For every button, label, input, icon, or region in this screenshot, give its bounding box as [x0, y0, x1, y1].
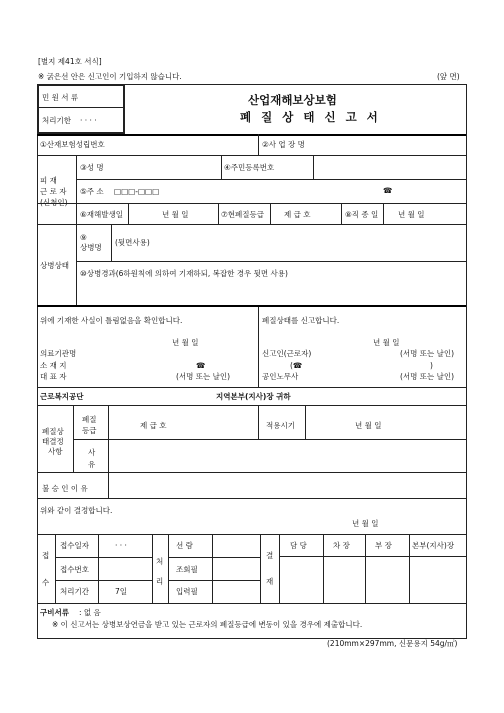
deadline-value: 7일 [115, 587, 128, 596]
confirm-right-date: 년 월 일 [373, 338, 400, 347]
phone-icon: ☎ [383, 186, 393, 195]
stop-date-value: 년 월 일 [398, 210, 425, 219]
received-no-label: 접수번호 [60, 565, 89, 574]
form-number: [별지 제41호 서식] [38, 57, 102, 66]
decision-group-3: 사항 [48, 447, 63, 456]
received-date-label: 접수일자 [60, 541, 89, 550]
paper-spec: (210mm×297mm, 신문용지 54g/㎡) [327, 639, 458, 648]
phone-icon: (☎ [290, 361, 303, 370]
divider [37, 107, 123, 108]
select-label: 선 람 [176, 541, 193, 550]
confirm-left-title: 위에 기재한 사실이 틀림없음을 확인합니다. [40, 316, 183, 325]
reporter-sign: (서명 또는 날인) [400, 349, 455, 358]
grade-label-2: 등급 [82, 426, 97, 435]
divider [76, 224, 77, 305]
decision-group-2: 태결정 [42, 437, 64, 446]
divider [168, 557, 260, 558]
divider [73, 439, 466, 440]
divider [258, 307, 259, 387]
docs-label: 구비서류 [40, 608, 69, 617]
divider [37, 603, 466, 604]
worker-group-1: 피 재 [40, 176, 57, 185]
divider [279, 534, 280, 603]
page-side: (앞 면) [437, 72, 460, 81]
mgmt-no-label: ①산재보험성립번호 [40, 140, 105, 149]
chief-label: 차 장 [333, 541, 350, 550]
reason-label-2: 유 [88, 460, 96, 469]
divider [37, 134, 466, 136]
rep-sign: (서명 또는 날인) [176, 372, 231, 381]
divider [98, 534, 99, 603]
divider [76, 261, 466, 262]
apply-label: 적용시기 [266, 421, 295, 430]
decision-grade-value: 제 급 호 [140, 421, 167, 430]
location-label: 소 재 지 [40, 361, 67, 370]
deadline-label: 처리기한 [42, 116, 71, 125]
workplace-label: ②사 업 장 명 [262, 140, 305, 149]
divider [279, 556, 466, 557]
divider [409, 534, 410, 603]
input-label: 입력필 [176, 587, 198, 596]
progress-label: ⑩상병경과(6하원칙에 의하여 기재하되, 복잡한 경우 뒷면 사용) [80, 269, 288, 278]
rep-label: 대 표 자 [40, 372, 67, 381]
divider [37, 534, 466, 535]
divider [37, 472, 466, 473]
confirm-right-title: 폐질상태를 신고합니다. [262, 316, 340, 325]
divider [152, 534, 153, 603]
result-text: 위와 같이 결정합니다. [40, 506, 113, 515]
result-date: 년 월 일 [352, 519, 379, 528]
divider [218, 203, 219, 224]
charge-label: 담 당 [290, 541, 307, 550]
divider [323, 534, 324, 603]
divider [313, 155, 314, 179]
condition-label: 상병상태 [40, 261, 69, 270]
agency-branch: 지역본부(지사)장 귀하 [216, 392, 291, 401]
grade-value: 제 급 호 [284, 210, 311, 219]
receipt-group-1: 접 [42, 551, 50, 560]
divider [365, 534, 366, 603]
divider [108, 472, 109, 498]
divider [305, 405, 306, 439]
agent-label: 공인노무사 [262, 372, 299, 381]
title-line-2: 폐 질 상 태 신 고 서 [240, 110, 381, 124]
divider [37, 498, 466, 499]
disease-label-1: ⑨ [80, 233, 87, 242]
accident-date-value: 년 월 일 [162, 210, 189, 219]
decision-group-1: 폐질상 [42, 427, 64, 436]
civil-label: 민 원 서 류 [42, 93, 79, 102]
divider [37, 203, 466, 204]
divider [168, 534, 169, 603]
divider [221, 155, 222, 179]
deadline-value: · · · · [80, 116, 97, 125]
disease-value: (뒷면사용) [115, 238, 150, 247]
agent-sign: (서명 또는 날인) [400, 372, 455, 381]
accident-date-label: ⑥재해발생일 [80, 210, 123, 219]
footer-note: ※ 이 신고서는 상병보상연금을 받고 있는 근로자의 폐질등급에 변동이 있을 경우에 제출합니다. [52, 620, 363, 629]
phone-icon: ☎ [196, 361, 206, 370]
deadline-label: 처리기간 [60, 587, 89, 596]
divider [383, 203, 384, 224]
proc-label-1: 처 [156, 557, 164, 566]
divider [76, 179, 466, 180]
divider [37, 405, 466, 406]
address-value: □□□-□□□ [114, 187, 160, 196]
divider [260, 534, 261, 603]
proc-label-2: 리 [156, 577, 164, 586]
title-line-1: 산업재해보상보험 [248, 93, 337, 107]
grade-label-1: 폐질 [82, 415, 97, 424]
divider [212, 534, 213, 603]
medical-label: 의료기관명 [40, 349, 77, 358]
disease-label-2: 상병명 [80, 243, 102, 252]
divider [258, 134, 259, 155]
head-label: 부 장 [375, 541, 392, 550]
apply-value: 년 월 일 [355, 421, 382, 430]
director-label: 본부(지사)장 [412, 541, 455, 550]
divider [37, 305, 466, 307]
divider [341, 203, 342, 224]
reason-label-1: 사 [88, 448, 96, 457]
header-note: ※ 굵은선 안은 신고인이 기입하지 않습니다. [38, 72, 182, 81]
grade-label: ⑦현폐질등급 [221, 210, 264, 219]
address-label: ⑤주 소 [80, 187, 104, 196]
confirm-left-date: 년 월 일 [172, 338, 199, 347]
divider [258, 405, 259, 439]
rrn-label: ④주민등록번호 [224, 163, 275, 172]
divider [128, 203, 129, 224]
paren-close: ) [430, 361, 433, 370]
worker-group-2: 근 로 자 [40, 187, 67, 196]
reject-label: 불 승 인 이 유 [42, 484, 88, 493]
reporter-label: 신고인(근로자) [262, 349, 312, 358]
divider [111, 224, 112, 261]
divider [37, 155, 466, 156]
approve-label-2: 재 [266, 577, 274, 586]
divider [37, 387, 466, 388]
divider [37, 224, 466, 225]
divider [55, 534, 56, 603]
civil-box [37, 84, 125, 134]
name-label: ③성 명 [80, 163, 104, 172]
divider [270, 203, 271, 224]
stop-date-label: ⑧직 종 일 [345, 210, 379, 219]
divider [76, 203, 77, 224]
docs-value: : 없 음 [79, 608, 101, 617]
divider [168, 580, 260, 581]
approve-label-1: 결 [266, 551, 274, 560]
receipt-group-2: 수 [42, 578, 50, 587]
divider [55, 557, 152, 558]
received-date-value: · · · [115, 541, 127, 550]
lookup-label: 조회필 [176, 565, 198, 574]
divider [55, 580, 152, 581]
agency-name: 근로복지공단 [40, 392, 84, 401]
